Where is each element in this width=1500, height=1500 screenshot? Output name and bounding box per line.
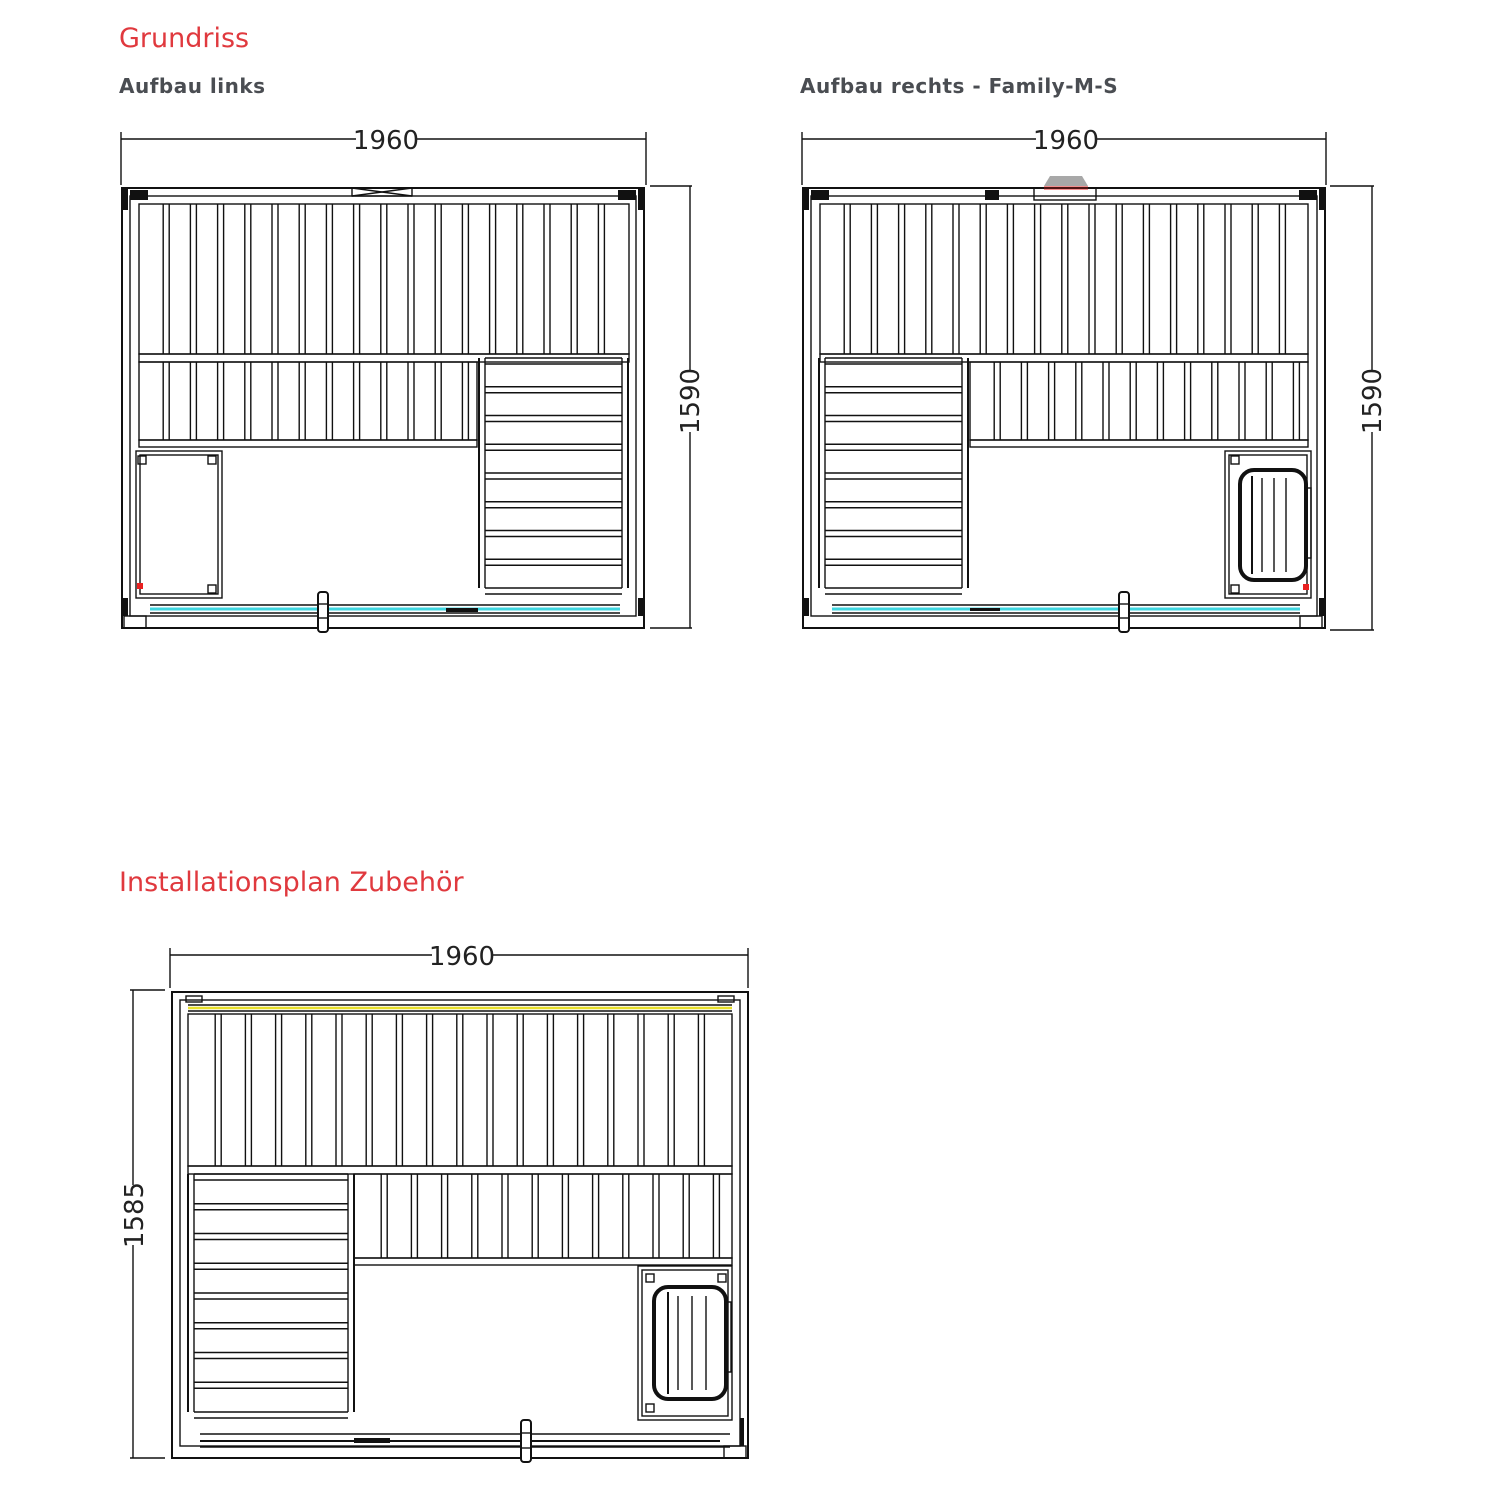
upper-bench (844, 204, 1285, 354)
stair-bench (479, 358, 628, 594)
height-dimension (120, 990, 165, 1458)
stair-bench (188, 1174, 354, 1418)
width-dimension (170, 942, 748, 988)
heater-space (136, 451, 222, 598)
plan-install (120, 942, 748, 1462)
width-label: 1960 (1032, 126, 1100, 156)
vent-icon (352, 188, 412, 196)
height-label: 1590 (1358, 367, 1388, 435)
height-dimension (650, 186, 706, 628)
door-handle-icon (1119, 592, 1129, 632)
upper-bench (163, 204, 604, 354)
plan-left-subtitle: Aufbau links (119, 74, 266, 98)
plan-right (802, 126, 1388, 632)
height-dimension (1330, 186, 1388, 630)
glass-front (200, 1434, 730, 1447)
sauna-heater-icon (638, 1266, 732, 1420)
middle-bench (163, 362, 468, 440)
height-label: 1590 (676, 367, 706, 435)
led-strip (188, 1005, 732, 1011)
upper-bench (215, 1014, 704, 1166)
door-handle-icon (521, 1420, 531, 1462)
grundriss-title: Grundriss (119, 23, 250, 54)
glass-front (150, 605, 620, 613)
door-handle-icon (318, 592, 328, 632)
glass-front (832, 605, 1300, 613)
sauna-heater-icon (1225, 451, 1311, 598)
plan-left (121, 126, 706, 632)
stair-bench (819, 358, 968, 594)
width-dimension (121, 126, 646, 185)
width-label: 1960 (352, 126, 420, 156)
width-label: 1960 (428, 942, 496, 972)
height-label: 1585 (120, 1181, 150, 1249)
installation-title: Installationsplan Zubehör (119, 867, 464, 898)
middle-bench (381, 1174, 719, 1258)
middle-bench (994, 362, 1299, 440)
plan-right-subtitle: Aufbau rechts - Family-M-S (800, 74, 1119, 98)
